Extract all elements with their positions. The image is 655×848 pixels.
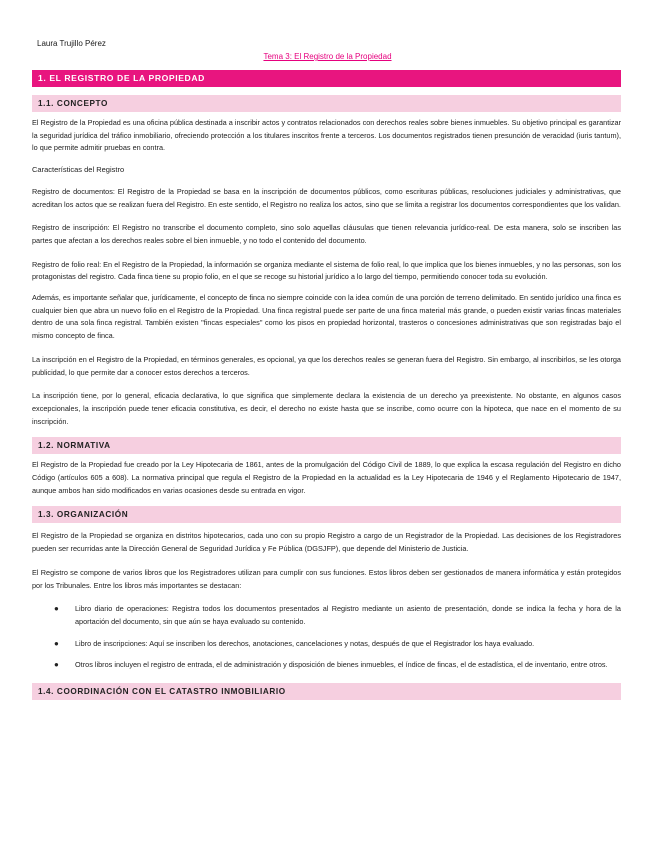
characteristic-documentos: Registro de documentos: El Registro de la Propiedad se basa en la inscripción de documentos públicos, como escrituras públicas, resoluciones judiciales y administrativas, que acreditan los actos que se realizan fuera del Registro. En este sentido, el Registro no realiza los actos, sino que se limita a registrar los documentos correspondientes que los validan.: [32, 186, 621, 209]
subsection-heading-coordinacion: 1.4. COORDINACIÓN CON EL CATASTRO INMOBILIARIO: [32, 683, 621, 700]
topic-title: Tema 3: El Registro de la Propiedad: [263, 52, 392, 61]
bullet-icon: ●: [54, 604, 59, 614]
libros-list: [32, 603, 621, 672]
author-name: Laura Trujillo Pérez: [37, 39, 106, 48]
list-item: ● Otros libros incluyen el registro de entrada, el de administración y disposición de bienes inmuebles, el índice de fincas, el de estadística, el de inventario, entre otros.: [32, 659, 621, 672]
characteristic-inscripcion: Registro de inscripción: El Registro no transcribe el documento completo, sino solo aquellas cláusulas que tienen relevancia jurídico-real. De esta manera, solo se inscriben las partes que afectan a los derechos reales sobre el bien inmueble, y no todo el contenido del documento.: [32, 223, 621, 245]
organizacion-paragraph-2: El Registro se compone de varios libros que los Registradores utilizan para cumplir con sus funciones. Estos libros deben ser gestionados de manera informática y están protegidos por los Tribunales. Entre los libros más importantes se destacan:: [32, 567, 621, 590]
list-item: ● Libro de inscripciones: Aquí se inscriben los derechos, anotaciones, cancelaciones y notas, después de que el Registrador los haya evaluado.: [32, 638, 621, 651]
concepto-intro: El Registro de la Propiedad es una oficina pública destinada a inscribir actos y contratos relacionados con derechos reales sobre bienes inmuebles. Su objetivo principal es garantizar la seguridad jurídica del tráfico inmobiliario, ofreciendo protección a los titulares inscritos frente a terceros. Los documentos registrados tienen presunción de veracidad (iuris tantum), lo que permite admitir pruebas en contra.: [32, 118, 621, 153]
finca-concept-paragraph: Además, es importante señalar que, jurídicamente, el concepto de finca no siempre coincide con la idea común de una porción de terreno delimitado. En sentido jurídico una finca es cualquier bien que abra un nuevo folio en el Registro de la Propiedad. Una finca registral puede ser parte de una finca material más grande, o pueden existir varias fincas materiales dentro de una sola finca registral. También existen "fincas especiales" como los pisos en propiedad horizontal, trasteros o concesiones administrativas que son registradas bajo el mismo concepto de finca.: [32, 293, 621, 341]
document-content: [32, 70, 621, 700]
eficacia-paragraph: La inscripción tiene, por lo general, eficacia declarativa, lo que significa que simplemente declara la existencia de un derecho ya preexistente. No obstante, en algunos casos excepcionales, la inscripción puede tener eficacia constitutiva, es decir, el derecho no existe hasta que se inscribe, como ocurre con la hipoteca, que nace en el momento de su inscripción.: [32, 391, 621, 426]
characteristics-subheading: Características del Registro: [32, 165, 125, 175]
bullet-icon: ●: [54, 660, 59, 670]
organizacion-paragraph-1: El Registro de la Propiedad se organiza en distritos hipotecarios, cada uno con su propio Registro a cargo de un Registrador de la Propiedad. Las decisiones de los Registradores pueden ser recurridas ante la Dirección General de Seguridad Jurídica y Fe Pública (DGSJFP), que depende del Ministerio de Justicia.: [32, 531, 621, 554]
list-item: ● Libro diario de operaciones: Registra todos los documentos presentados al Registro mediante un asiento de presentación, donde se indica la fecha y hora de la aportación del documento, sin que aún se haya evaluado su contenido.: [54, 604, 621, 626]
normativa-paragraph: El Registro de la Propiedad fue creado por la Ley Hipotecaria de 1861, antes de la promulgación del Código Civil de 1889, lo que explica la escasa regulación del Registro en dicho Código (artículos 605 a 608). La normativa principal que regula el Registro de la Propiedad en la actualidad es la Ley Hipotecaria de 1946 y el Reglamento Hipotecario de 1947, aunque ambos han sido modificados en varias ocasiones desde su entrada en vigor.: [32, 460, 621, 495]
subsection-heading-concepto: 1.1. CONCEPTO: [32, 95, 621, 112]
inscripcion-opcional-paragraph: La inscripción en el Registro de la Propiedad, en términos generales, es opcional, ya que los derechos reales se generan fuera del Registro. Sin embargo, al inscribirlos, se les otorga publicidad, lo que permite dar a conocer estos derechos a terceros.: [32, 354, 621, 377]
characteristic-folio-real: Registro de folio real: En el Registro de la Propiedad, la información se organiza mediante el sistema de folio real, lo que implica que los bienes inmuebles, y no las personas, son los protagonistas del registro. Cada finca tiene su propio folio, en el que se recoge su historial jurídico a lo largo del tiempo, permitiendo conocer toda su evolución.: [32, 259, 621, 282]
bullet-icon: ●: [54, 638, 59, 648]
subsection-heading-organizacion: 1.3. ORGANIZACIÓN: [32, 506, 621, 523]
subsection-heading-normativa: 1.2. NORMATIVA: [32, 437, 621, 454]
section-heading-registro: 1. EL REGISTRO DE LA PROPIEDAD: [32, 70, 621, 87]
